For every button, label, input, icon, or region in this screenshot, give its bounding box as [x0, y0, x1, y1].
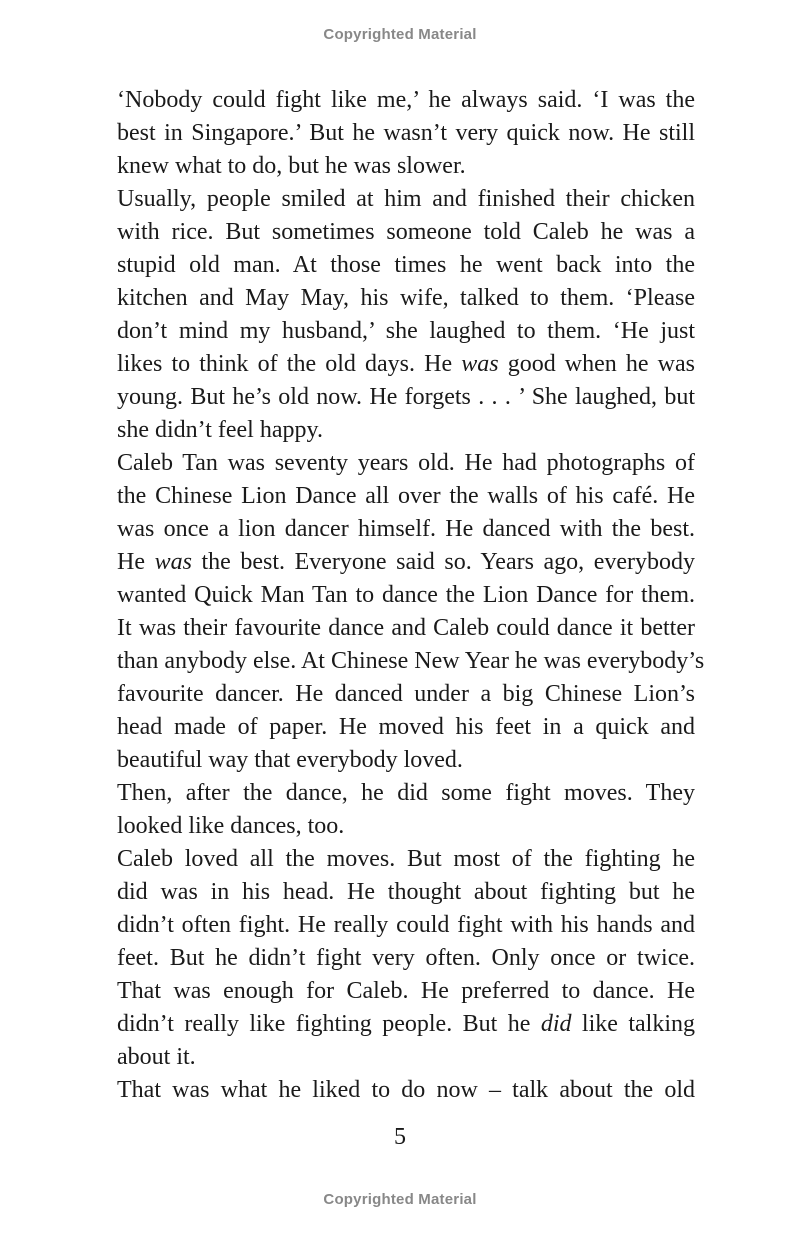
text-line: than anybody else. At Chinese New Year he was everybody’s — [117, 648, 705, 674]
text-line: feet. But he didn’t fight very often. Only once or twice. — [117, 945, 695, 971]
text-line: don’t mind my husband,’ she laughed to them. ‘He just — [117, 318, 695, 344]
text-line: she didn’t feel happy. — [117, 417, 323, 443]
paragraph — [117, 183, 695, 447]
text-line: Caleb loved all the moves. But most of the fighting he — [117, 846, 695, 872]
page-number: 5 — [394, 1124, 406, 1150]
text-line: with rice. But sometimes someone told Caleb he was a — [117, 219, 695, 245]
text-line: That was what he liked to do now – talk about the old — [117, 1077, 695, 1103]
paragraph — [117, 84, 695, 183]
text-line-with-emphasis: He was the best. Everyone said so. Years ago, everybody — [117, 549, 696, 575]
text-line: beautiful way that everybody loved. — [117, 747, 463, 773]
text-line: favourite dancer. He danced under a big Chinese Lion’s — [117, 681, 695, 707]
text-line: That was enough for Caleb. He preferred to dance. He — [117, 978, 695, 1004]
text-line: wanted Quick Man Tan to dance the Lion Dance for them. — [117, 582, 695, 608]
copyright-watermark-bottom: Copyrighted Material — [323, 1191, 477, 1208]
page-body — [117, 84, 705, 1107]
text-line-with-emphasis: likes to think of the old days. He was good when he was — [117, 351, 695, 377]
text-line: didn’t often fight. He really could fight with his hands and — [117, 912, 695, 938]
emphasized-word: was — [461, 351, 499, 377]
text-line-with-emphasis: didn’t really like fighting people. But he did like talking — [117, 1011, 696, 1037]
text-line: head made of paper. He moved his feet in a quick and — [117, 714, 695, 740]
copyright-watermark-top: Copyrighted Material — [323, 26, 477, 43]
text-line: did was in his head. He thought about fighting but he — [117, 879, 695, 905]
paragraph — [117, 447, 705, 777]
text-line: Caleb Tan was seventy years old. He had photographs of — [117, 450, 695, 476]
text-line: was once a lion dancer himself. He danced with the best. — [117, 516, 695, 542]
paragraph — [117, 1074, 695, 1107]
text-line: Then, after the dance, he did some fight moves. They — [117, 780, 695, 806]
text-line: ‘Nobody could fight like me,’ he always said. ‘I was the — [117, 87, 695, 113]
emphasized-word: did — [540, 1011, 572, 1037]
text-line: stupid old man. At those times he went back into the — [117, 252, 695, 278]
emphasized-word: was — [154, 549, 192, 575]
text-line: young. But he’s old now. He forgets . . . ’ She laughed, but — [117, 384, 695, 410]
text-line: looked like dances, too. — [117, 813, 345, 839]
text-line: It was their favourite dance and Caleb could dance it better — [117, 615, 695, 641]
text-line: Usually, people smiled at him and finished their chicken — [117, 186, 695, 212]
text-line: kitchen and May May, his wife, talked to them. ‘Please — [117, 285, 695, 311]
paragraph — [117, 843, 695, 1074]
text-line: the Chinese Lion Dance all over the walls of his café. He — [117, 483, 695, 509]
paragraph — [117, 777, 695, 843]
text-line: best in Singapore.’ But he wasn’t very quick now. He still — [117, 120, 695, 146]
text-line: knew what to do, but he was slower. — [117, 153, 466, 179]
text-line: about it. — [117, 1044, 196, 1070]
